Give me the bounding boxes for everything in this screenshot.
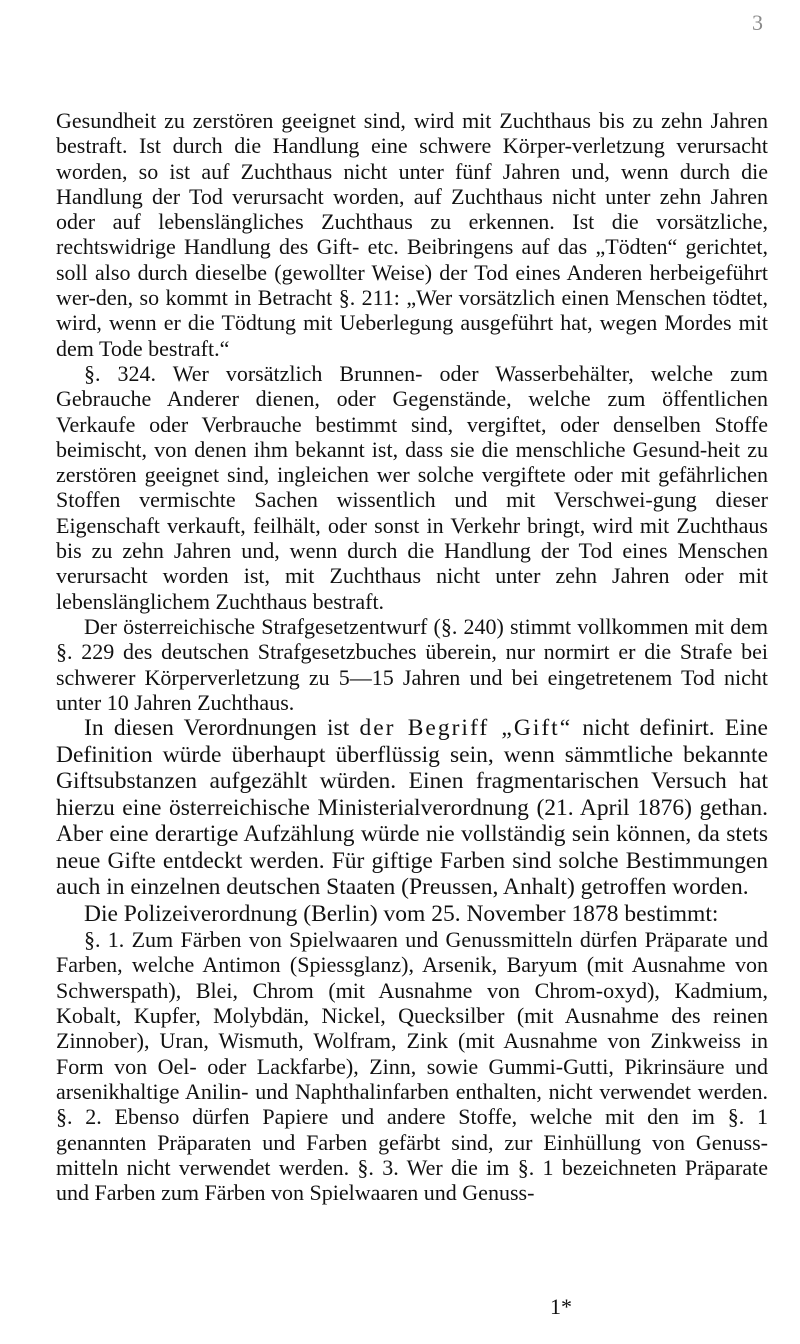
gift-term: der Begriff „Gift“ — [359, 715, 573, 742]
paragraph-section-1-3: §. 1. Zum Färben von Spielwaaren und Genussmitteln dürfen Präparate und Farben, welche Antimon (Spiessglanz), Arsenik, Baryum (mit Ausnahme von Schwerspath), Blei, Chrom (mit Ausnahme von Chrom-oxyd), Kadmium, Kobalt, Kupfer, Molybdän, Nickel, Quecksilber (mit Ausnahme des reinen Zinnober), Uran, Wismuth, Wolfram, Zink (mit Ausnahme von Zinkweiss in Form von Oel- oder Lackfarbe), Zinn, sowie Gummi-Gutti, Pikrinsäure und arsenikhaltige Anilin- und Naphthalinfarben enthalten, nicht verwendet werden. §. 2. Ebenso dürfen Papiere und andere Stoffe, welche mit den im §. 1 genannten Präparaten und Farben gefärbt sind, zur Einhüllung von Genuss-mitteln nicht verwendet werden. §. 3. Wer die im §. 1 bezeichneten Präparate und Farben zum Färben von Spielwaaren und Genuss- — [56, 927, 768, 1206]
paragraph-gift-definition — [56, 715, 768, 901]
paragraph-police-ordinance: Die Polizeiverordnung (Berlin) vom 25. November 1878 bestimmt: — [84, 900, 719, 927]
gift-text-part1: In diesen Verordnungen ist — [84, 715, 350, 742]
body-text — [56, 108, 768, 1205]
paragraph-austrian-draft: Der österreichische Strafgesetzentwurf (§. 240) stimmt vollkommen mit dem §. 229 des deutschen Strafgesetzbuches überein, nur normirt er die Strafe bei schwerer Körperverletzung zu 5—15 Jahren und bei eingetretenem Tod nicht unter 10 Jahren Zuchthaus. — [56, 613, 768, 715]
page-number: 3 — [752, 10, 763, 35]
paragraph-section-324: §. 324. Wer vorsätzlich Brunnen- oder Wasserbehälter, welche zum Gebrauche Anderer dienen, oder Gegenstände, welche zum öffentlichen Verkaufe oder Verbrauche bestimmt sind, vergiftet, oder denselben Stoffe beimischt, von denen ihm bekannt ist, dass sie die menschliche Gesund-heit zu zerstören geeignet sind, ingleichen wer solche vergiftete oder mit gefährlichen Stoffen vermischte Sachen wissentlich und mit Verschwei-gung dieser Eigenschaft verkauft, feilhält, oder sonst in Verkehr bringt, wird mit Zuchthaus bis zu zehn Jahren und, wenn durch die Handlung der Tod eines Menschen verursacht worden ist, mit Zuchthaus nicht unter zehn Jahren oder mit lebenslänglichem Zuchthaus bestraft. — [56, 360, 768, 614]
footer-signature-mark: 1* — [550, 1294, 572, 1319]
gift-text-part2: nicht definirt. Eine Definition würde überhaupt überflüssig sein, wenn sämmtliche bekannte Giftsubstanzen aufgezählt würden. Einen fragmentarischen Versuch hat hierzu eine österreichische Ministerialverordnung (21. April 1876) gethan. Aber eine derartige Aufzählung würde nie vollständig sein können, da stets neue Gifte entdeckt werden. Für giftige Farben sind solche Bestimmungen auch in einzelnen deutschen Staaten (Preussen, Anhalt) getroffen worden. — [56, 715, 768, 901]
paragraph-penalties: Gesundheit zu zerstören geeignet sind, wird mit Zuchthaus bis zu zehn Jahren bestraft. Ist durch die Handlung eine schwere Körper-verletzung verursacht worden, so ist auf Zuchthaus nicht unter fünf Jahren und, wenn durch die Handlung der Tod verursacht worden, auf Zuchthaus nicht unter zehn Jahren oder auf lebenslängliches Zuchthaus zu erkennen. Ist die vorsätzliche, rechtswidrige Handlung des Gift- etc. Beibringens auf das „Tödten“ gerichtet, soll also durch dieselbe (gewollter Weise) der Tod eines Anderen herbeigeführt wer-den, so kommt in Betracht §. 211: „Wer vorsätzlich einen Menschen tödtet, wird, wenn er die Tödtung mit Ueberlegung ausgeführt hat, wegen Mordes mit dem Tode bestraft.“ — [56, 108, 768, 361]
